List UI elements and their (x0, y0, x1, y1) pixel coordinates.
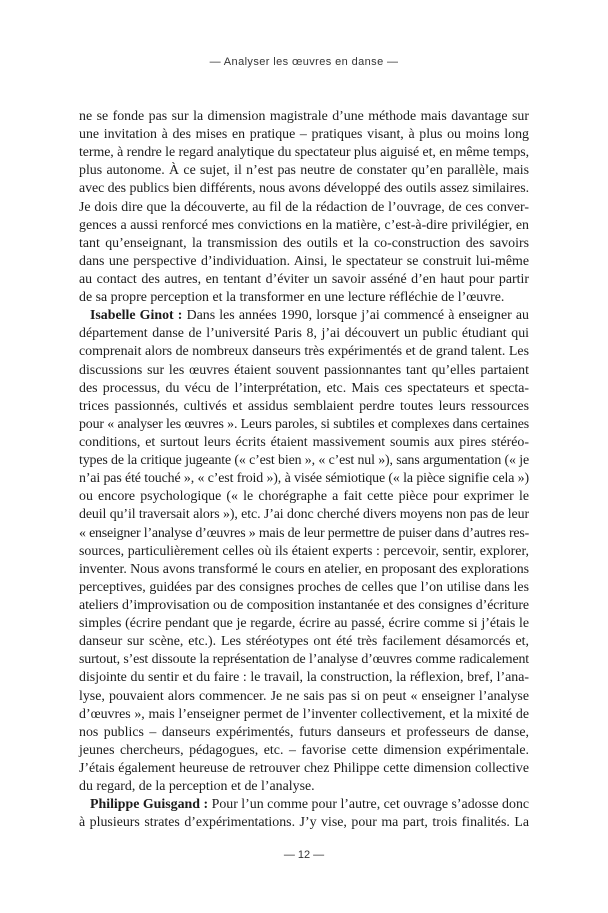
text-line (79, 669, 529, 687)
text-line (79, 760, 529, 778)
text-line (79, 253, 529, 271)
line-text: nos publics – danseurs expérimentés, futurs danseurs et professeurs de danse, (79, 724, 529, 740)
line-text: gences a aussi renforcé mes convictions en la matière, c’est-à-dire privilégier, en (79, 217, 529, 233)
line-text: comprenait alors de nombreux danseurs très expérimentés et de grand talent. Les (79, 344, 529, 360)
line-text: une invitation à des mises en pratique – pratiques visant, à plus ou moins long (79, 127, 529, 143)
text-line (79, 579, 529, 597)
line-text: département danse de l’université Paris 8, j’ai découvert un public étudiant qui (79, 326, 529, 342)
text-line (79, 561, 529, 579)
text-line (79, 543, 529, 561)
line-text: d’œuvres », mais l’enseigner permet de l’inventer collectivement, et la mixité de (79, 706, 529, 722)
line-text: à plusieurs strates d’expérimentations. J’y vise, pour ma part, trois finalités. La (79, 815, 529, 831)
text-line (79, 434, 529, 452)
line-text: danseur sur scène, etc.). Les stéréotypes ont été très facilement désamorcés et, (79, 634, 529, 650)
text-line (79, 597, 529, 615)
line-text: ateliers d’improvisation ou de composition instantanée et des consignes d’écriture (79, 597, 529, 613)
page-number: — 12 — (283, 849, 325, 861)
text-line (79, 180, 529, 198)
text-line (79, 398, 529, 416)
text-line (79, 688, 529, 706)
text-line (79, 126, 529, 144)
text-line (79, 814, 529, 832)
line-text: « enseigner l’analyse d’œuvres » mais de leur permettre de puiser dans d’autres res- (79, 525, 529, 541)
line-text: lyse, pouvaient alors commencer. Je ne sais pas si on peut « enseigner l’analyse (79, 688, 529, 704)
text-line (79, 651, 529, 669)
text-line (79, 470, 529, 488)
line-text: n’ai pas été touché », « c’est froid »), à visée sémiotique (« la pièce signifie cela ») (79, 471, 529, 487)
text-line (79, 343, 529, 361)
running-head: — Analyser les œuvres en danse — (209, 56, 399, 68)
text-line (79, 452, 529, 470)
line-text: Je dois dire que la découverte, au fil de la rédaction de l’ouvrage, de ces conver- (79, 199, 529, 215)
line-text: conditions, et surtout leurs écrits étaient massivement soumis aux pires stéréo- (79, 434, 529, 450)
line-text: tant qu’enseignant, la transmission des outils et la co-construction des savoirs (79, 235, 529, 251)
text-line (79, 162, 529, 180)
text-line (79, 289, 529, 307)
line-text: trices passionnés, cultivés et assidus semblaient perdre toutes leurs ressources (79, 398, 529, 414)
line-text: de sa propre perception et la transformer en une lecture réfléchie de l’œuvre. (79, 290, 505, 306)
text-line (79, 778, 529, 796)
line-text: dans une perspective d’individuation. Ainsi, le spectateur se construit lui-même (79, 253, 529, 269)
line-text: perceptives, guidées par des consignes proches de celles que l’on utilise dans les (79, 579, 529, 595)
text-line (79, 742, 529, 760)
text-line (79, 235, 529, 253)
line-text: surtout, s’est dissoute la représentation de l’analyse d’œuvres comme radicalement (79, 652, 529, 668)
text-line (79, 633, 529, 651)
line-text: types de la critique jugeante (« c’est bien », « c’est nul »), sans argumentation (« je (79, 453, 529, 469)
text-line (79, 108, 529, 126)
line-text: plus autonome. À ce sujet, il n’est pas neutre de constater qu’en parallèle, mais (79, 163, 529, 179)
line-text: au contact des autres, en tentant d’éviter un savoir asséné d’en haut pour partir (79, 271, 529, 287)
text-line (79, 506, 529, 524)
line-text: jeunes chercheurs, pédagogues, etc. – favorise cette dimension expérimentale. (79, 742, 529, 758)
line-text: ou encore psychologique (« le chorégraphe a fait cette pièce pour exprimer le (79, 489, 529, 505)
line-text: deuil qu’il traversait alors »), etc. J’ai donc cherché divers moyens non pas de leur (79, 507, 529, 523)
speaker-name: Isabelle Ginot : (90, 308, 183, 324)
text-line (79, 325, 529, 343)
text-line (79, 144, 529, 162)
line-text: Dans les années 1990, lorsque j’ai commencé à enseigner au (182, 308, 530, 324)
line-text: du regard, de la perception et de l’analyse. (79, 779, 315, 795)
line-text: des processus, du vécu de l’interprétation, etc. Mais ces spectateurs et specta- (79, 380, 529, 396)
speaker-name: Philippe Guisgand : (90, 797, 209, 813)
speaker-paragraph-start (79, 796, 529, 814)
text-line (79, 416, 529, 434)
text-line (79, 724, 529, 742)
line-text: ne se fonde pas sur la dimension magistrale d’une méthode mais davantage sur (79, 109, 529, 124)
text-line (79, 217, 529, 235)
text-line (79, 362, 529, 380)
line-text: avec des publics bien différents, nous avons développé des outils assez similaires. (79, 181, 529, 197)
line-text: inventer. Nous avons transformé le cours en atelier, en proposant des explorations (79, 561, 529, 577)
text-line (79, 706, 529, 724)
line-text: pour « analyser les œuvres ». Leurs paroles, si subtiles et complexes dans certaines (79, 416, 529, 432)
line-text: sources, particulièrement celles où ils étaient experts : percevoir, sentir, explorer, (79, 543, 529, 559)
line-text: simples (écrire pendant que je regarde, écrire au passé, écrire comme si j’étais le (79, 616, 529, 632)
text-line (79, 615, 529, 633)
line-text: disjointe du sentir et du faire : le travail, la construction, la réflexion, bref, l’ana- (79, 670, 529, 686)
text-line (79, 380, 529, 398)
text-line (79, 271, 529, 289)
line-text: discussions sur les œuvres étaient souvent passionnantes tant qu’elles partaient (79, 362, 529, 378)
body-text (79, 108, 529, 832)
line-text: Pour l’un comme pour l’autre, cet ouvrage s’adosse donc (208, 797, 530, 813)
text-line (79, 525, 529, 543)
line-text: terme, à rendre le regard analytique du spectateur plus aiguisé et, en même temps, (79, 145, 529, 161)
speaker-paragraph-start (79, 307, 529, 325)
text-line (79, 488, 529, 506)
line-text: J’étais également heureuse de retrouver chez Philippe cette dimension collective (79, 760, 529, 776)
text-line (79, 199, 529, 217)
